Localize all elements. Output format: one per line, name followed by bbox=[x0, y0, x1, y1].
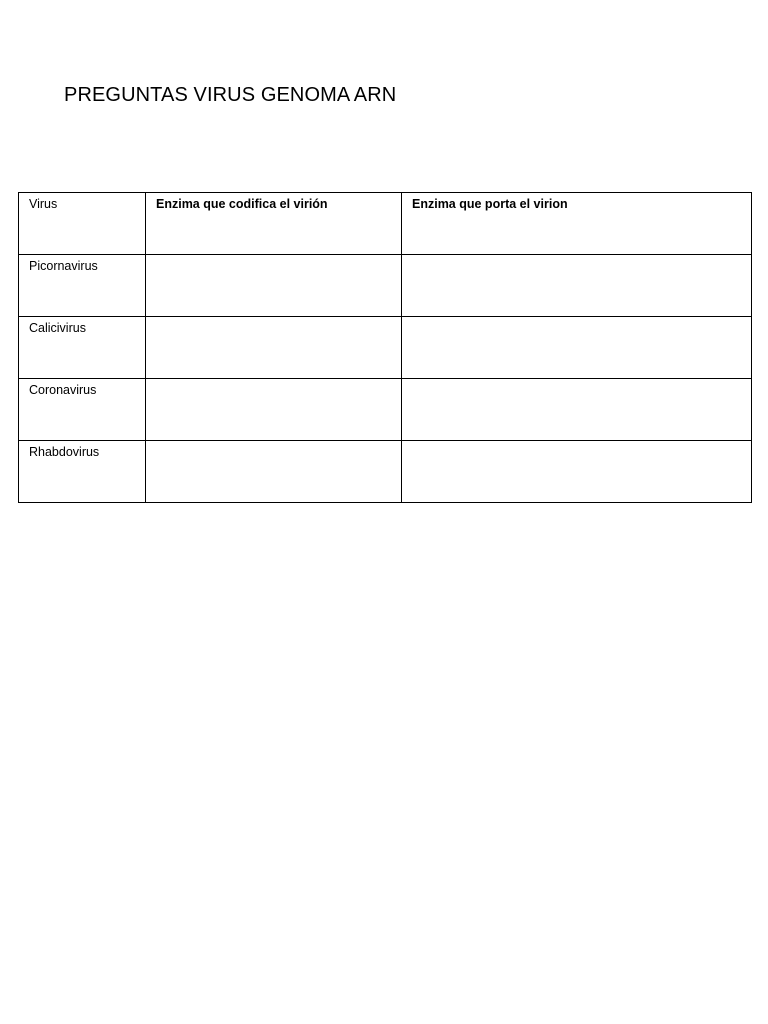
virus-enzyme-table bbox=[18, 192, 752, 503]
row-virus-name: Calicivirus bbox=[19, 317, 146, 379]
table-row bbox=[19, 441, 752, 503]
row-enzyme-carried-cell[interactable] bbox=[402, 441, 752, 503]
header-enzyme-carried: Enzima que porta el virion bbox=[402, 193, 752, 255]
table-row bbox=[19, 317, 752, 379]
row-enzyme-encoded-cell[interactable] bbox=[146, 317, 402, 379]
table-header-row bbox=[19, 193, 752, 255]
row-enzyme-carried-cell[interactable] bbox=[402, 255, 752, 317]
row-enzyme-carried-cell[interactable] bbox=[402, 317, 752, 379]
row-enzyme-encoded-cell[interactable] bbox=[146, 441, 402, 503]
row-enzyme-encoded-cell[interactable] bbox=[146, 255, 402, 317]
row-enzyme-encoded-cell[interactable] bbox=[146, 379, 402, 441]
row-virus-name: Picornavirus bbox=[19, 255, 146, 317]
header-virus: Virus bbox=[19, 193, 146, 255]
row-virus-name: Coronavirus bbox=[19, 379, 146, 441]
table-row bbox=[19, 379, 752, 441]
header-enzyme-encoded: Enzima que codifica el virión bbox=[146, 193, 402, 255]
page-title: PREGUNTAS VIRUS GENOMA ARN bbox=[64, 84, 397, 106]
row-enzyme-carried-cell[interactable] bbox=[402, 379, 752, 441]
table-row bbox=[19, 255, 752, 317]
row-virus-name: Rhabdovirus bbox=[19, 441, 146, 503]
